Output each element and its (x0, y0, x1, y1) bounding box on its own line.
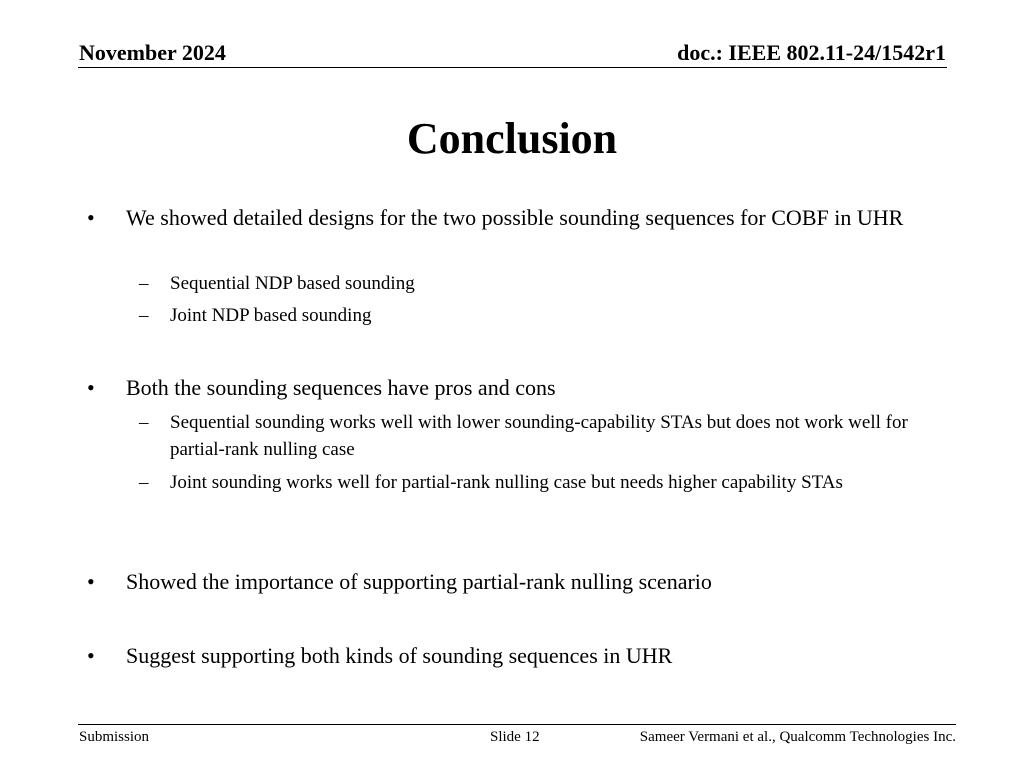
bullet-text: Showed the importance of supporting partial-rank nulling scenario (126, 569, 712, 594)
bullet-text: Suggest supporting both kinds of sounding sequences in UHR (126, 643, 673, 668)
header-date: November 2024 (79, 40, 226, 65)
slide-title: Conclusion (406, 114, 618, 163)
sub-bullet-text: Joint sounding works well for partial-rank nulling case but needs higher capability STAs (170, 472, 843, 493)
header-divider (78, 67, 947, 68)
bullet-marker: • (87, 205, 95, 230)
bullet-marker: • (87, 375, 95, 400)
sub-bullet-text: Sequential sounding works well with lower sounding-capability STAs but does not work well for partial-rank nulling case (170, 412, 908, 460)
sub-bullet-marker: – (139, 273, 149, 294)
footer-authors: Sameer Vermani et al., Qualcomm Technologies Inc. (639, 729, 956, 745)
footer-divider (78, 724, 956, 725)
bullet-text: We showed detailed designs for the two possible sounding sequences for COBF in UHR (126, 205, 904, 230)
bullet-marker: • (87, 643, 95, 668)
sub-bullet-marker: – (139, 472, 149, 493)
bullet-text: Both the sounding sequences have pros and cons (126, 375, 556, 400)
footer-slide-number: Slide 12 (490, 729, 540, 745)
bullet-marker: • (87, 569, 95, 594)
footer-submission: Submission (79, 729, 150, 745)
sub-bullet-marker: – (139, 412, 149, 433)
sub-bullet-text: Joint NDP based sounding (170, 305, 372, 326)
sub-bullet-text: Sequential NDP based sounding (170, 273, 415, 294)
sub-bullet-marker: – (139, 305, 149, 326)
header-doc-id: doc.: IEEE 802.11-24/1542r1 (677, 40, 946, 65)
